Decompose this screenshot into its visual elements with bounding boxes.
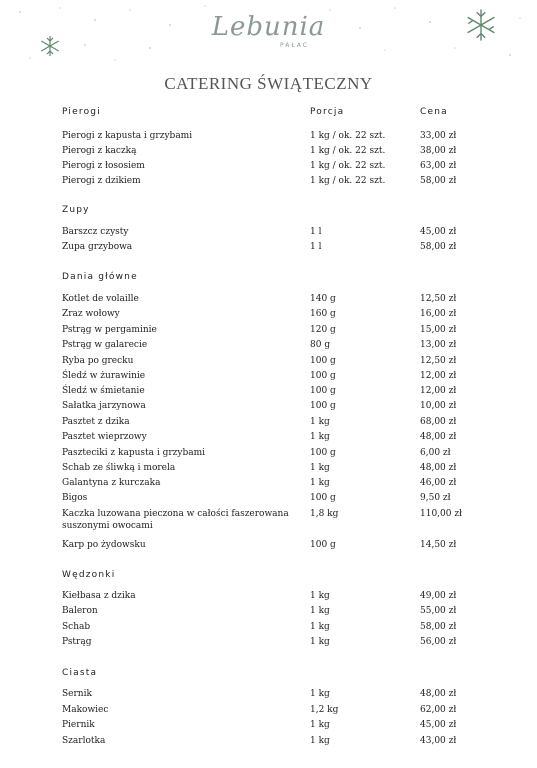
item-name: Zraz wołowy (62, 309, 120, 319)
item-price: 33,00 zł (420, 131, 457, 141)
item-portion: 1 kg (310, 736, 330, 746)
item-portion: 100 g (310, 493, 336, 503)
item-price: 12,00 zł (420, 371, 457, 381)
item-price: 45,00 zł (420, 720, 457, 730)
item-portion: 160 g (310, 309, 336, 319)
item-portion: 100 g (310, 356, 336, 366)
item-price: 68,00 zł (420, 417, 457, 427)
page-title: CATERING ŚWIĄTECZNY (164, 74, 373, 93)
item-name: Galantyna z kurczaka (62, 478, 161, 488)
brand-logo (0, 12, 537, 50)
item-portion: 100 g (310, 448, 336, 458)
item-name: Pstrąg (62, 637, 92, 647)
item-price: 48,00 zł (420, 432, 457, 442)
item-price: 12,00 zł (420, 386, 457, 396)
item-price: 13,00 zł (420, 340, 457, 350)
brand-subtitle: PAŁAC (280, 42, 309, 49)
item-portion: 1 kg (310, 689, 330, 699)
item-portion: 1 kg (310, 606, 330, 616)
item-price: 12,50 zł (420, 294, 457, 304)
item-portion: 100 g (310, 401, 336, 411)
item-name: Barszcz czysty (62, 227, 129, 237)
item-name: Pierogi z kapusta i grzybami (62, 131, 193, 141)
item-portion: 120 g (310, 325, 336, 335)
item-portion: 1 kg (310, 417, 330, 427)
item-name: Pstrąg w pergaminie (62, 325, 157, 335)
brand-name: Lebunia (211, 12, 326, 42)
item-portion: 1 kg (310, 463, 330, 473)
item-price: 110,00 zł (420, 509, 463, 519)
item-name: Makowiec (62, 705, 109, 715)
item-name: Paszteciki z kapusta i grzybami (62, 448, 206, 458)
section-heading: Wędzonki (62, 570, 116, 580)
item-portion: 1 kg (310, 591, 330, 601)
item-portion: 100 g (310, 540, 336, 550)
header-price: Cena (420, 107, 448, 117)
item-portion: 1 kg / ok. 22 szt. (310, 146, 386, 156)
item-name: Kaczka luzowana pieczona w całości faszerowana suszonymi owocami (62, 509, 289, 531)
item-portion: 1,8 kg (310, 509, 339, 519)
item-portion: 100 g (310, 371, 336, 381)
item-price: 16,00 zł (420, 309, 457, 319)
item-name: Śledź w żurawinie (62, 371, 146, 381)
item-price: 14,50 zł (420, 540, 457, 550)
item-price: 9,50 zł (420, 493, 451, 503)
item-name: Piernik (62, 720, 95, 730)
item-name: Bigos (62, 493, 88, 503)
item-portion: 1 l (310, 242, 322, 252)
item-portion: 100 g (310, 386, 336, 396)
item-portion: 1 kg / ok. 22 szt. (310, 176, 386, 186)
item-portion: 1 l (310, 227, 322, 237)
item-name: Kiełbasa z dzika (62, 591, 136, 601)
item-name: Schab (62, 622, 91, 632)
item-name: Karp po żydowsku (62, 540, 146, 550)
item-name: Baleron (62, 606, 98, 616)
item-name: Szarlotka (62, 736, 106, 746)
item-price: 48,00 zł (420, 689, 457, 699)
header-name: Pierogi (62, 107, 101, 117)
item-name: Pierogi z łososiem (62, 161, 145, 171)
item-price: 62,00 zł (420, 705, 457, 715)
item-price: 58,00 zł (420, 176, 457, 186)
header-portion: Porcja (310, 107, 345, 117)
item-price: 12,50 zł (420, 356, 457, 366)
section-heading: Ciasta (62, 668, 98, 678)
item-price: 46,00 zł (420, 478, 457, 488)
item-name: Pierogi z dzikiem (62, 176, 141, 186)
section-heading: Dania główne (62, 272, 138, 282)
item-portion: 1 kg (310, 432, 330, 442)
item-price: 58,00 zł (420, 622, 457, 632)
item-portion: 1 kg / ok. 22 szt. (310, 161, 386, 171)
item-name: Pierogi z kaczką (62, 146, 137, 156)
item-price: 38,00 zł (420, 146, 457, 156)
item-price: 10,00 zł (420, 401, 457, 411)
item-name: Ryba po grecku (62, 356, 134, 366)
item-price: 55,00 zł (420, 606, 457, 616)
item-portion: 140 g (310, 294, 336, 304)
item-price: 6,00 zł (420, 448, 451, 458)
item-portion: 1 kg (310, 622, 330, 632)
section-heading: Zupy (62, 205, 90, 215)
item-name: Pstrąg w galarecie (62, 340, 148, 350)
item-name: Pasztet wieprzowy (62, 432, 147, 442)
item-price: 48,00 zł (420, 463, 457, 473)
item-name: Pasztet z dzika (62, 417, 130, 427)
item-price: 15,00 zł (420, 325, 457, 335)
item-price: 56,00 zł (420, 637, 457, 647)
item-price: 49,00 zł (420, 591, 457, 601)
item-portion: 80 g (310, 340, 331, 350)
item-name: Śledź w śmietanie (62, 386, 145, 396)
item-portion: 1 kg (310, 637, 330, 647)
item-portion: 1 kg / ok. 22 szt. (310, 131, 386, 141)
item-portion: 1 kg (310, 720, 330, 730)
item-name: Sernik (62, 689, 92, 699)
item-name: Zupa grzybowa (62, 242, 133, 252)
item-price: 45,00 zł (420, 227, 457, 237)
item-price: 58,00 zł (420, 242, 457, 252)
item-portion: 1,2 kg (310, 705, 339, 715)
item-price: 43,00 zł (420, 736, 457, 746)
item-name: Schab ze śliwką i morela (62, 463, 176, 473)
item-name: Sałatka jarzynowa (62, 401, 146, 411)
item-name: Kotlet de volaille (62, 294, 139, 304)
item-price: 63,00 zł (420, 161, 457, 171)
item-portion: 1 kg (310, 478, 330, 488)
